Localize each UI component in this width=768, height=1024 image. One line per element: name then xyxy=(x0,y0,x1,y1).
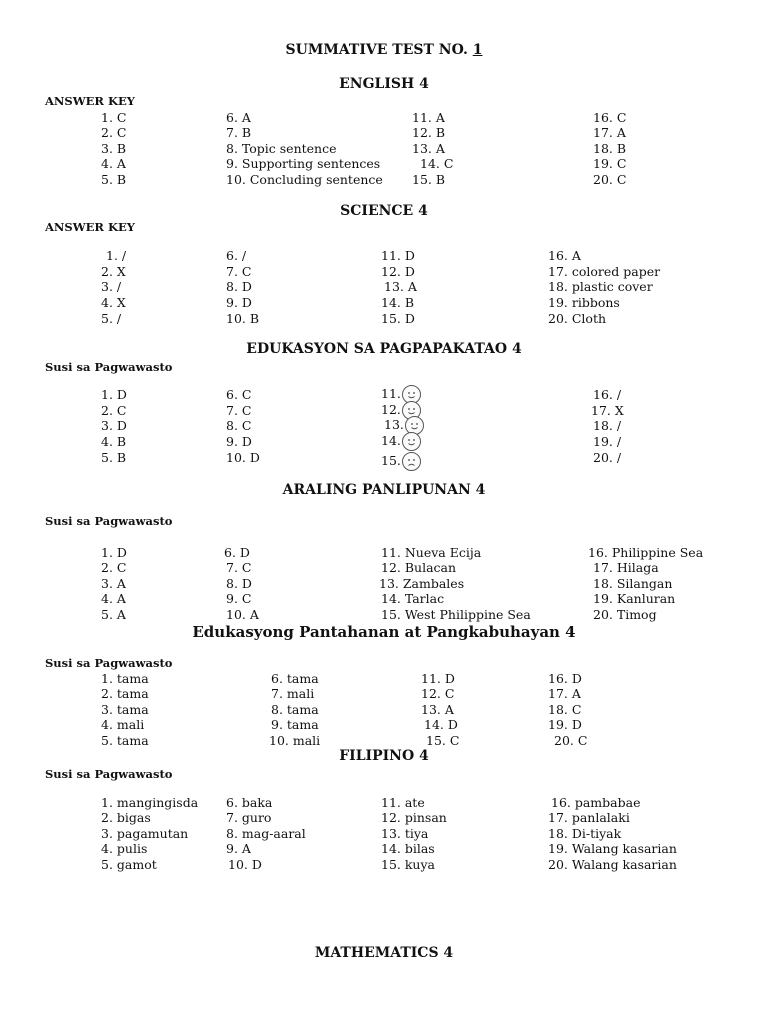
answer-item: 3. / xyxy=(101,279,122,294)
answer-item: 3. D xyxy=(101,418,127,433)
answer-item: 12. B xyxy=(412,125,446,140)
answer-item: 7. C xyxy=(226,264,252,279)
answer-item: 18. C xyxy=(548,702,582,717)
answer-item-face xyxy=(381,432,421,451)
answer-item: 13. Zambales xyxy=(379,576,465,591)
answer-item: 14. Tarlac xyxy=(381,591,445,606)
answer-item: 3. pagamutan xyxy=(101,826,189,841)
answer-item: 1. mangingisda xyxy=(101,795,199,810)
title-number: 1 xyxy=(472,42,483,58)
answer-item: 4. mali xyxy=(101,717,145,732)
answer-item: 13. tiya xyxy=(381,826,429,841)
answer-item: 12. D xyxy=(381,264,415,279)
answer-item: 3. A xyxy=(101,576,126,591)
answer-item: 6. D xyxy=(224,545,250,560)
answer-item: 13. A xyxy=(412,141,445,156)
ap-title: ARALING PANLIPUNAN 4 xyxy=(282,482,486,498)
item-number: 15. xyxy=(381,453,401,468)
answer-item: 14. B xyxy=(381,295,415,310)
answer-item: 8. D xyxy=(226,279,252,294)
answer-item: 18. Di-tiyak xyxy=(548,826,622,841)
answer-item: 9. A xyxy=(226,841,251,856)
answer-item: 11. A xyxy=(412,110,445,125)
answer-item: 5. A xyxy=(101,607,126,622)
answer-item: 2. bigas xyxy=(101,810,151,825)
answer-item: 7. C xyxy=(226,403,252,418)
answer-item: 9. Supporting sentences xyxy=(226,156,381,171)
answer-item: 1. D xyxy=(101,545,127,560)
esp-title: EDUKASYON SA PAGPAPAKATAO 4 xyxy=(246,341,522,357)
answer-item: 16. Philippine Sea xyxy=(588,545,704,560)
answer-item: 9. D xyxy=(226,295,252,310)
answer-item: 19. C xyxy=(593,156,627,171)
filipino-label: Susi sa Pagwawasto xyxy=(45,767,173,781)
ap-label: Susi sa Pagwawasto xyxy=(45,514,173,528)
answer-item: 19. Walang kasarian xyxy=(548,841,677,856)
answer-item: 5. tama xyxy=(101,733,149,748)
answer-item: 16. / xyxy=(593,387,622,402)
answer-item: 1. / xyxy=(106,248,127,263)
science-title: SCIENCE 4 xyxy=(340,203,428,219)
answer-item: 19. / xyxy=(593,434,622,449)
smiley-face-icon xyxy=(402,432,421,451)
answer-item: 6. / xyxy=(226,248,247,263)
answer-item: 12. Bulacan xyxy=(381,560,457,575)
answer-item: 14. C xyxy=(420,156,454,171)
answer-item: 7. C xyxy=(226,560,252,575)
item-number: 13. xyxy=(384,417,404,432)
answer-item: 10. D xyxy=(228,857,262,872)
answer-item: 11. D xyxy=(421,671,455,686)
answer-item: 20. Timog xyxy=(593,607,657,622)
answer-item: 2. X xyxy=(101,264,126,279)
answer-item: 15. D xyxy=(381,311,415,326)
answer-item: 19. Kanluran xyxy=(593,591,676,606)
answer-item: 17. Hilaga xyxy=(593,560,659,575)
answer-item: 10. mali xyxy=(269,733,321,748)
answer-item: 16. pambabae xyxy=(551,795,641,810)
answer-item: 2. C xyxy=(101,403,127,418)
answer-item: 7. guro xyxy=(226,810,272,825)
answer-item: 8. C xyxy=(226,418,252,433)
answer-item: 2. tama xyxy=(101,686,149,701)
answer-item: 14. bilas xyxy=(381,841,435,856)
answer-item: 13. A xyxy=(384,279,417,294)
answer-item: 15. West Philippine Sea xyxy=(381,607,531,622)
answer-item: 4. pulis xyxy=(101,841,148,856)
answer-item: 17. panlalaki xyxy=(548,810,630,825)
answer-item: 1. tama xyxy=(101,671,149,686)
item-number: 11. xyxy=(381,386,401,401)
answer-item: 15. B xyxy=(412,172,446,187)
answer-item: 4. A xyxy=(101,591,126,606)
answer-item: 12. C xyxy=(421,686,455,701)
answer-item: 2. C xyxy=(101,560,127,575)
answer-item: 1. C xyxy=(101,110,127,125)
answer-item: 18. / xyxy=(593,418,622,433)
answer-item: 20. C xyxy=(554,733,588,748)
answer-item: 12. pinsan xyxy=(381,810,447,825)
answer-item: 6. C xyxy=(226,387,252,402)
answer-item: 8. Topic sentence xyxy=(226,141,337,156)
answer-item: 7. B xyxy=(226,125,252,140)
answer-item: 9. tama xyxy=(271,717,319,732)
epp-title: Edukasyong Pantahanan at Pangkabuhayan 4 xyxy=(192,623,576,641)
answer-item: 4. X xyxy=(101,295,126,310)
answer-item: 16. C xyxy=(593,110,627,125)
answer-item: 6. tama xyxy=(271,671,319,686)
answer-item: 4. B xyxy=(101,434,127,449)
document-title xyxy=(0,42,768,58)
answer-item: 11. Nueva Ecija xyxy=(381,545,482,560)
answer-item: 6. baka xyxy=(226,795,273,810)
answer-item: 5. B xyxy=(101,172,127,187)
epp-label: Susi sa Pagwawasto xyxy=(45,656,173,670)
mathematics-title: MATHEMATICS 4 xyxy=(314,945,454,961)
answer-item: 18. plastic cover xyxy=(548,279,653,294)
answer-item: 10. B xyxy=(226,311,260,326)
answer-item: 8. mag-aaral xyxy=(226,826,306,841)
answer-item: 5. gamot xyxy=(101,857,157,872)
answer-item: 8. tama xyxy=(271,702,319,717)
answer-item: 18. B xyxy=(593,141,627,156)
answer-item: 11. ate xyxy=(381,795,425,810)
answer-item: 19. ribbons xyxy=(548,295,620,310)
answer-item: 16. A xyxy=(548,248,581,263)
answer-item: 10. Concluding sentence xyxy=(226,172,383,187)
answer-item: 7. mali xyxy=(271,686,315,701)
answer-item: 20. C xyxy=(593,172,627,187)
item-number: 12. xyxy=(381,402,401,417)
sad-face-icon xyxy=(402,452,421,471)
answer-item: 9. C xyxy=(226,591,252,606)
answer-item: 9. D xyxy=(226,434,252,449)
filipino-title: FILIPINO 4 xyxy=(339,748,429,764)
answer-item: 8. D xyxy=(226,576,252,591)
answer-item: 5. / xyxy=(101,311,122,326)
esp-label: Susi sa Pagwawasto xyxy=(45,360,173,374)
answer-item: 15. C xyxy=(426,733,460,748)
answer-item: 10. A xyxy=(226,607,259,622)
answer-item: 3. tama xyxy=(101,702,149,717)
answer-item: 20. Walang kasarian xyxy=(548,857,677,872)
english-answer-key-label: ANSWER KEY xyxy=(45,94,135,108)
answer-item: 20. Cloth xyxy=(548,311,607,326)
answer-item: 4. A xyxy=(101,156,126,171)
science-answer-key-label: ANSWER KEY xyxy=(45,220,135,234)
answer-item: 1. D xyxy=(101,387,127,402)
answer-item: 11. D xyxy=(381,248,415,263)
answer-item: 19. D xyxy=(548,717,582,732)
answer-item: 17. A xyxy=(593,125,626,140)
answer-item: 10. D xyxy=(226,450,260,465)
item-number: 14. xyxy=(381,433,401,448)
title-prefix: SUMMATIVE TEST NO. xyxy=(285,42,468,58)
answer-item-face xyxy=(381,452,421,471)
answer-item: 20. / xyxy=(593,450,622,465)
answer-item: 17. colored paper xyxy=(548,264,661,279)
answer-item: 14. D xyxy=(424,717,458,732)
answer-item: 18. Silangan xyxy=(593,576,673,591)
answer-item: 6. A xyxy=(226,110,251,125)
answer-item: 17. X xyxy=(591,403,624,418)
answer-item: 15. kuya xyxy=(381,857,435,872)
answer-item: 5. B xyxy=(101,450,127,465)
answer-item: 3. B xyxy=(101,141,127,156)
answer-item: 16. D xyxy=(548,671,582,686)
answer-item: 2. C xyxy=(101,125,127,140)
answer-item: 17. A xyxy=(548,686,581,701)
answer-item: 13. A xyxy=(421,702,454,717)
english-title: ENGLISH 4 xyxy=(339,76,429,92)
